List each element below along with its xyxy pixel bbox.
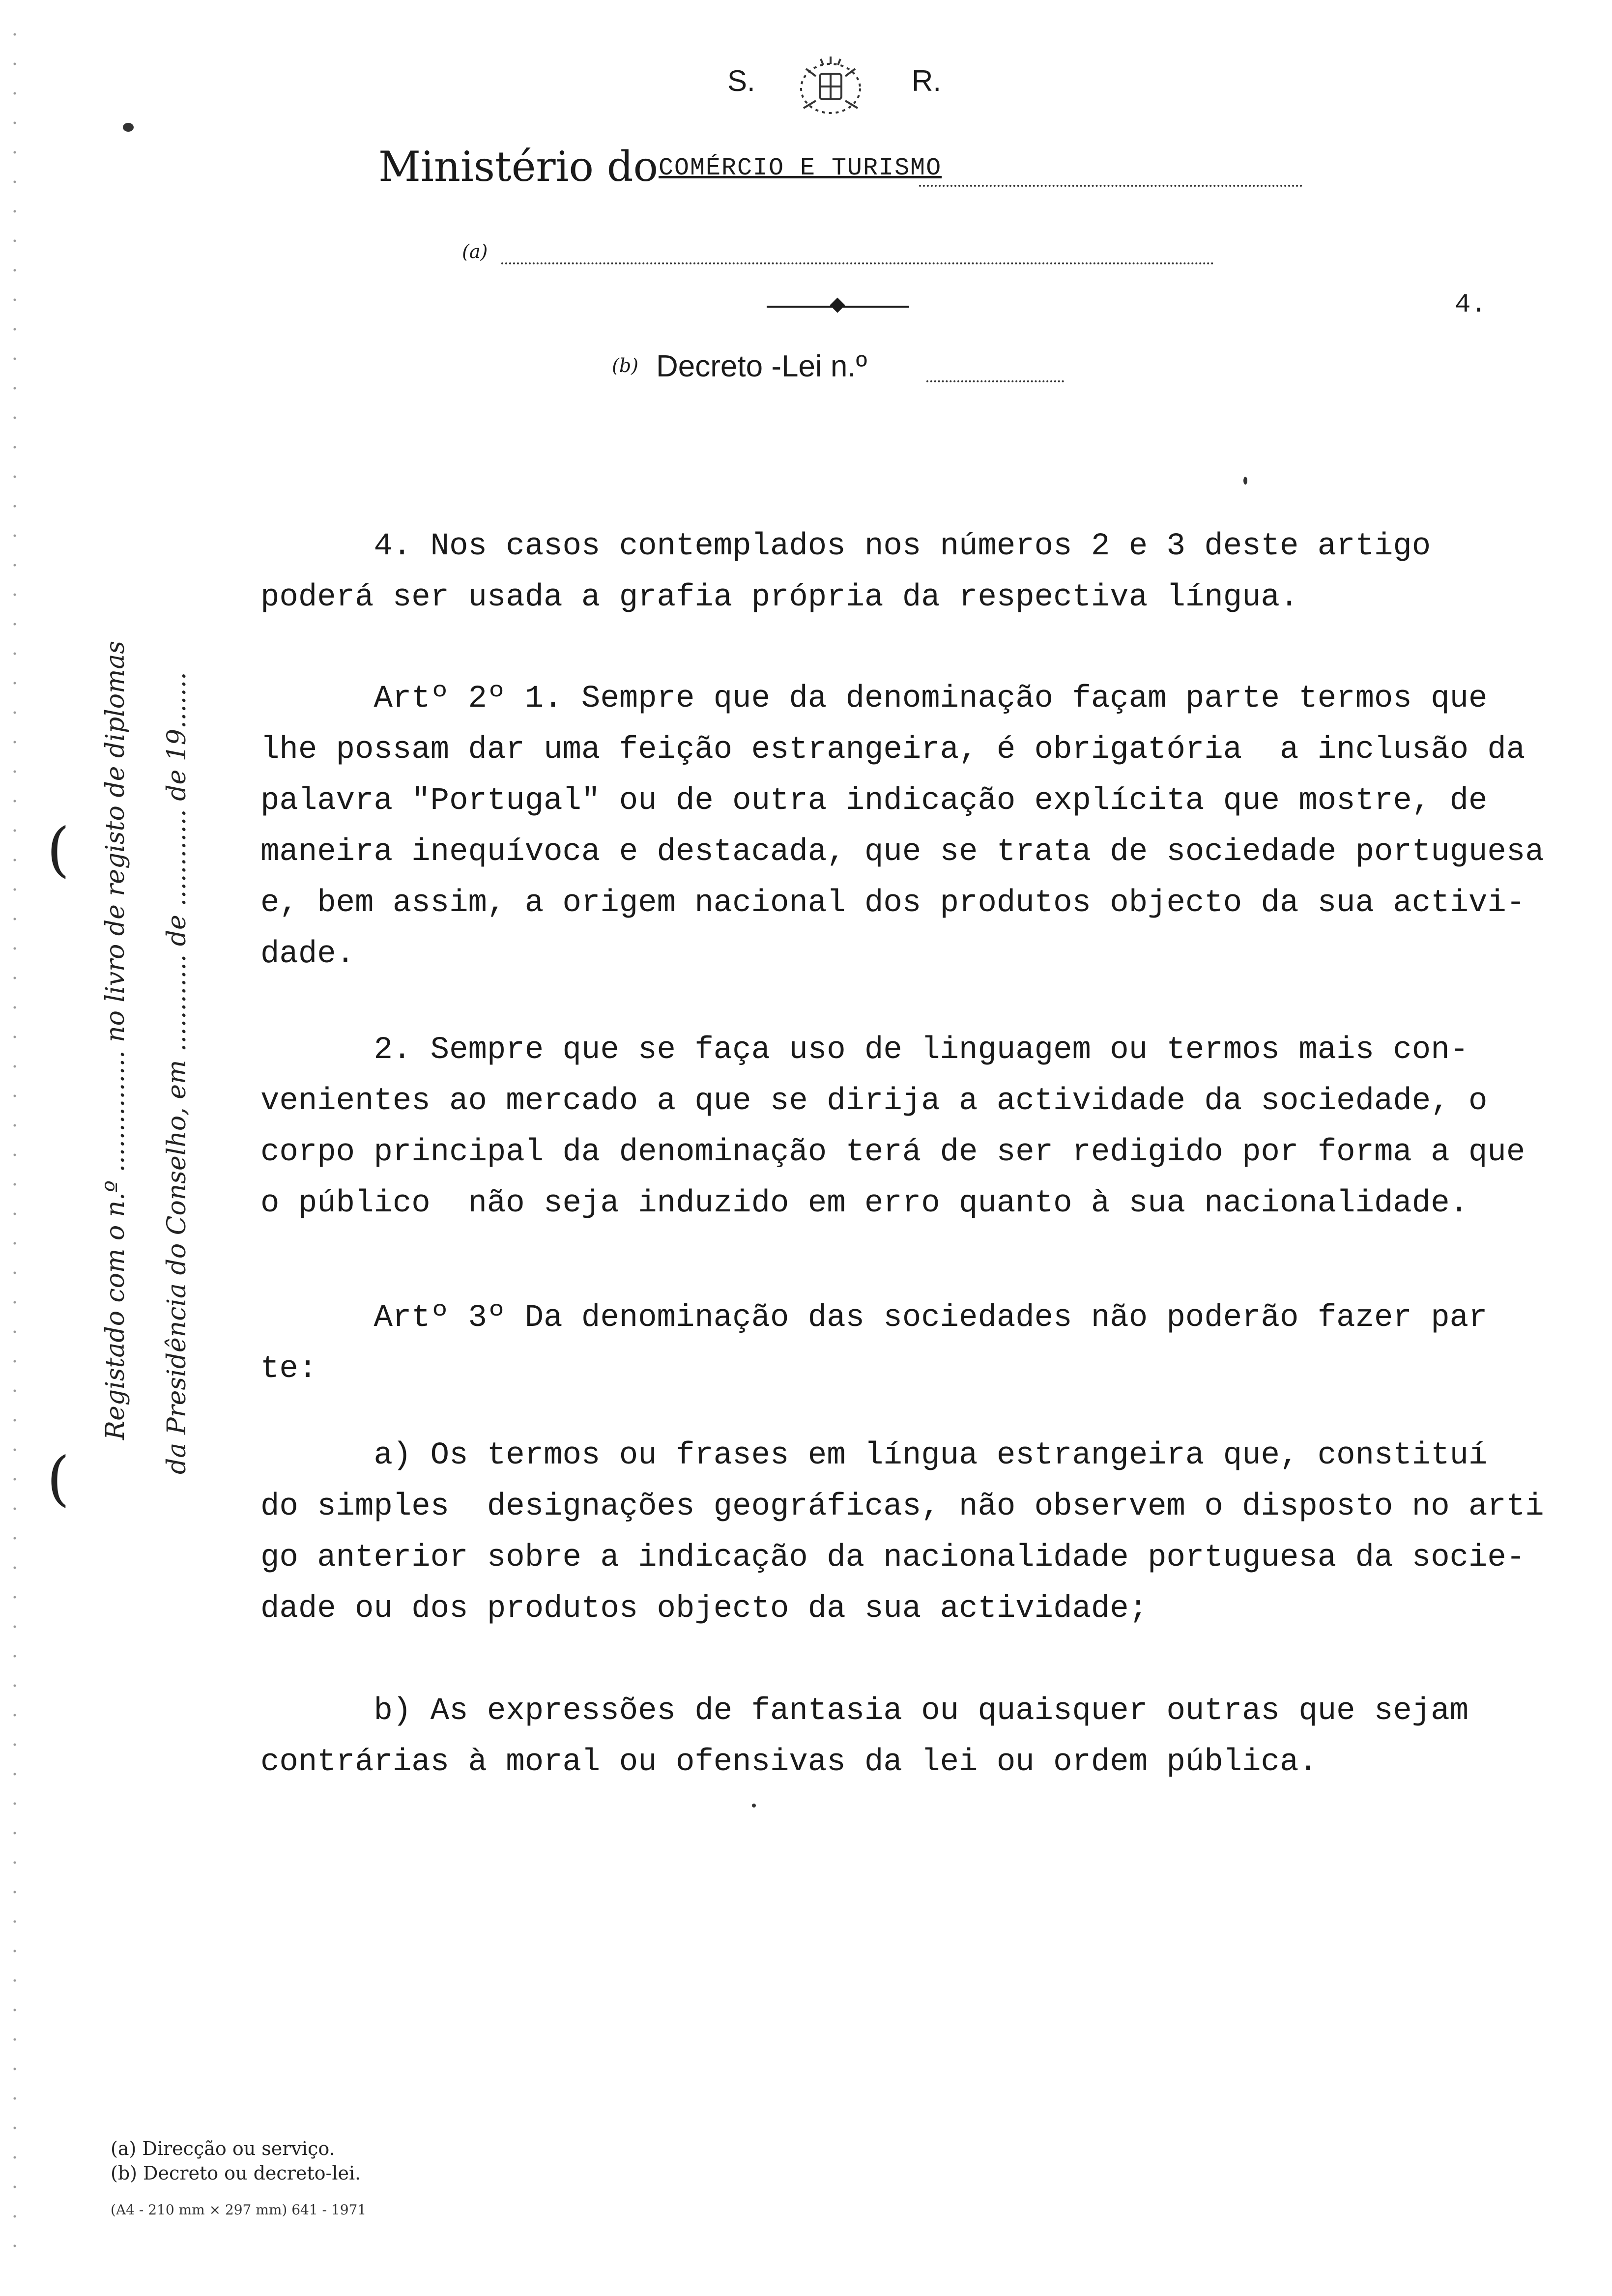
margin-bracket-top: ( [47, 816, 70, 884]
republic-header [718, 54, 963, 123]
paragraph-art2-2: 2. Sempre que se faça uso de linguagem ou termos mais con- venientes ao mercado a que se dirija a actividade da sociedade, o corpo principal da denominação terá de ser redigido por forma a que o público não seja induzido em erro quanto à sua nacionalidade. [260, 1033, 1526, 1221]
paragraph-art2-1: Artº 2º 1. Sempre que da denominação façam parte termos que lhe possam dar uma feição estrangeira, é obrigatória a inclusão da palavra "Portugal" ou de outra indicação explícita que mostre, de maneira inequívoca e destacada, que se trata de sociedade portuguesa e, bem assim, a origem nacional dos produtos objecto da sua activi- dade. [260, 681, 1544, 972]
ministry-word: Ministério do [378, 143, 659, 191]
paragraph-art3-a: a) Os termos ou frases em língua estrangeira que, constituí do simples designações geográficas, não observem o disposto no arti go anterior sobre a indicação da nacionalidade portuguesa da socie- dade ou dos produtos objecto da sua actividade; [260, 1438, 1544, 1627]
footnote-a: (a) Direcção ou serviço. [111, 2138, 335, 2159]
coat-of-arms-icon [777, 54, 885, 123]
dotted-leader [926, 380, 1064, 382]
margin-bracket-bottom: ( [47, 1445, 70, 1513]
ink-speck [752, 1804, 756, 1808]
direction-line [462, 241, 1214, 270]
decreto-line [612, 349, 1064, 393]
header-divider [767, 306, 909, 308]
header-s: S. [727, 64, 755, 97]
margin-presidencia: da Presidência do Conselho, em ............ de ............ de 19....... [162, 672, 192, 1474]
paper-size-note: (A4 - 210 mm × 297 mm) 641 - 1971 [111, 2202, 367, 2218]
ink-speck [123, 123, 134, 132]
margin-registado: Registado com o n.º ............... no livro de registo de diplomas [101, 640, 130, 1440]
decreto-text: Decreto -Lei n.º [656, 349, 867, 383]
dotted-leader [501, 262, 1214, 264]
ministry-department: COMÉRCIO E TURISMO [659, 154, 942, 182]
decreto-prefix: (b) [612, 355, 638, 376]
direction-label: (a) [462, 241, 488, 262]
paragraph-1: 4. Nos casos contemplados nos números 2 e 3 deste artigo poderá ser usada a grafia própria da respectiva língua. [260, 529, 1431, 615]
ink-speck [1243, 477, 1247, 485]
punch-hole-edge [10, 20, 20, 2261]
header-r: R. [912, 64, 941, 97]
paragraph-art3-b: b) As expressões de fantasia ou quaisquer outras que sejam contrárias à moral ou ofensivas da lei ou ordem pública. [260, 1693, 1468, 1780]
dotted-leader [919, 185, 1302, 187]
footnote-b: (b) Decreto ou decreto-lei. [111, 2162, 361, 2184]
page-number: 4. [1455, 290, 1487, 320]
ministry-line [378, 143, 1302, 197]
paragraph-art3: Artº 3º Da denominação das sociedades não poderão fazer par te: [260, 1300, 1488, 1387]
